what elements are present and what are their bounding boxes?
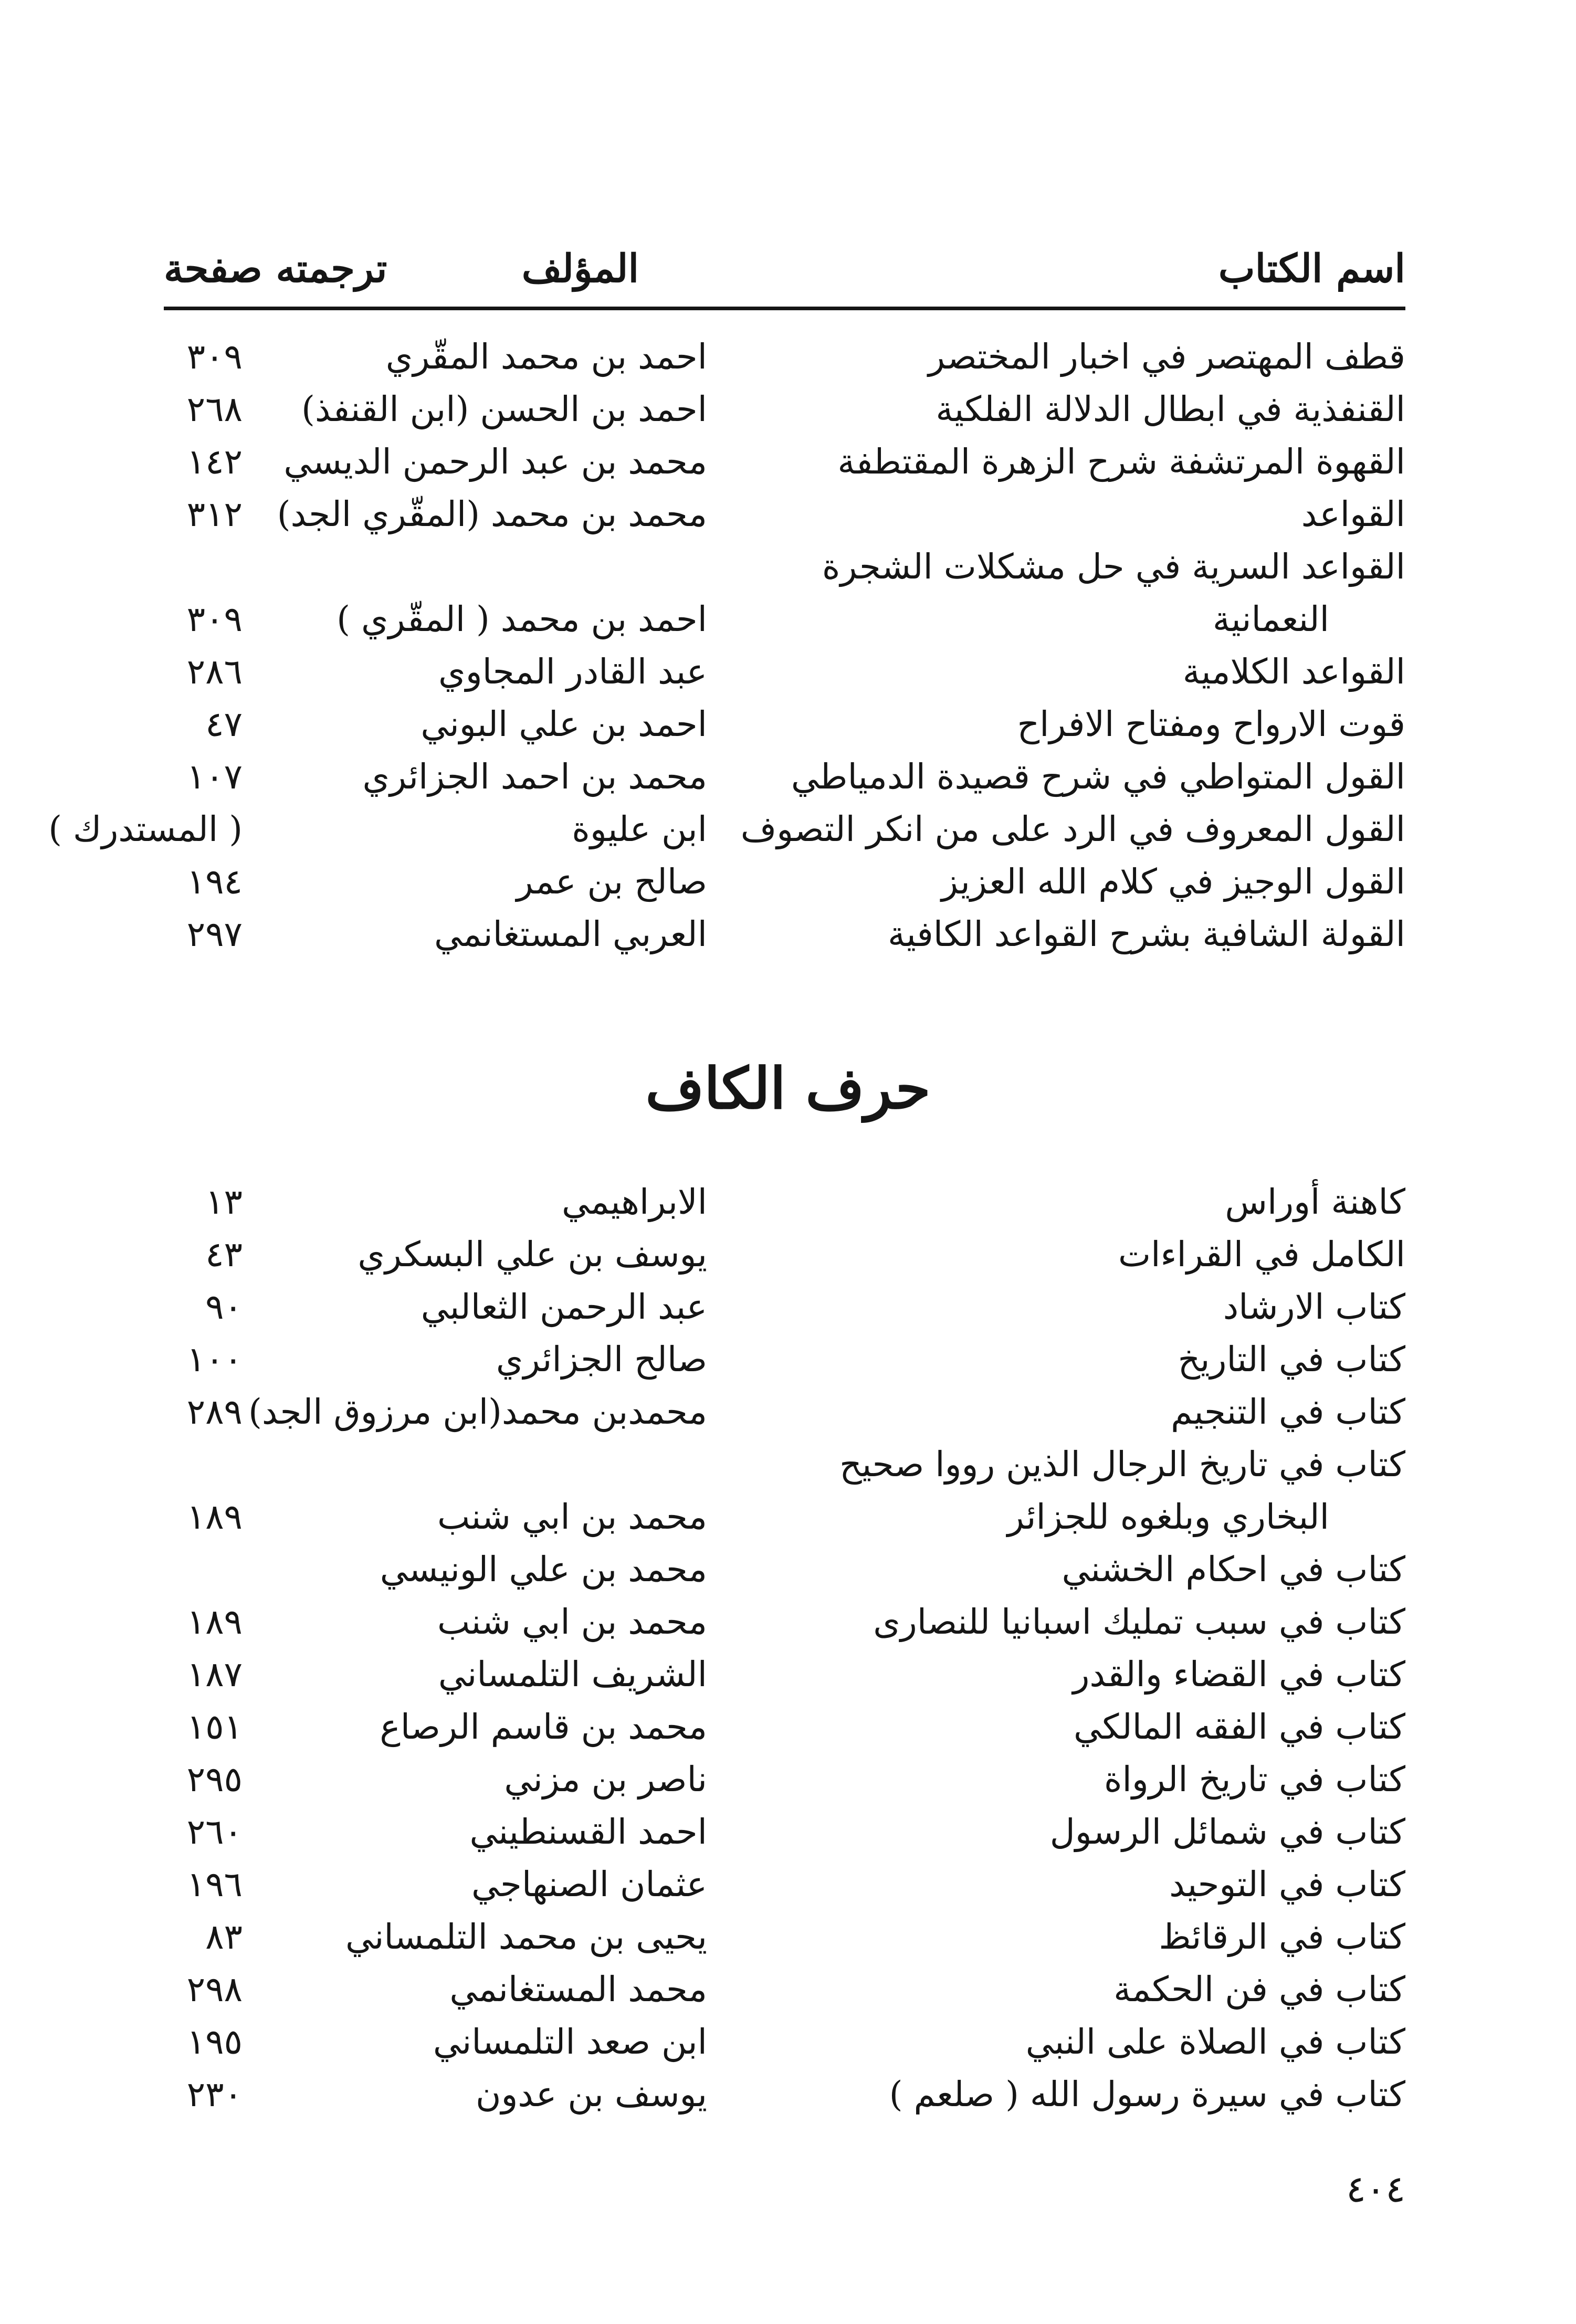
book-title: القواعد الكلامية <box>1182 651 1405 692</box>
book-author: محمد بن محمد (المقّري الجد) <box>277 494 707 534</box>
book-title: القول الوجيز في كلام الله العزيز <box>941 861 1405 902</box>
section-heading: حرف الكاف <box>645 1056 931 1122</box>
table-row <box>0 1701 1576 1753</box>
book-title-continued: البخاري وبلغوه للجزائر <box>1007 1497 1329 1537</box>
book-title: كتاب في الرقائظ <box>1159 1917 1405 1957</box>
bio-page: ٢٩٨ <box>186 1969 243 2010</box>
table-row <box>0 856 1576 908</box>
bio-page: ١٩٤ <box>186 861 243 902</box>
header-page-column: ترجمته صفحة <box>164 246 387 291</box>
table-row <box>0 2068 1576 2121</box>
table-row <box>0 1596 1576 1648</box>
book-author: محمد بن ابي شنب <box>437 1602 707 1642</box>
book-title: القولة الشافية بشرح القواعد الكافية <box>887 914 1405 954</box>
table-row <box>0 1491 1576 1543</box>
book-title: كتاب في فن الحكمة <box>1113 1969 1405 2010</box>
table-row <box>0 1333 1576 1386</box>
header-title-column: اسم الكتاب <box>1218 246 1405 291</box>
bio-page: ٩٠ <box>205 1287 243 1327</box>
book-author: محمد بن عبد الرحمن الديسي <box>283 441 707 482</box>
book-title: كتاب في سيرة رسول الله ( صلعم ) <box>889 2074 1405 2115</box>
book-author: عبد القادر المجاوي <box>438 651 707 692</box>
book-author: احمد بن محمد ( المقّري ) <box>337 599 707 639</box>
book-title: كتاب في احكام الخشني <box>1062 1549 1405 1590</box>
book-author: احمد بن محمد المقّري <box>385 336 707 377</box>
table-row <box>0 1386 1576 1438</box>
page-number: ٤٠٤ <box>1346 2168 1405 2211</box>
book-title: كتاب في الفقه المالكي <box>1074 1707 1405 1747</box>
bio-page: ١٥١ <box>186 1707 243 1747</box>
book-author: يحيى بن محمد التلمساني <box>345 1917 707 1957</box>
book-author: احمد القسنطيني <box>469 1812 707 1852</box>
table-row <box>0 541 1576 593</box>
book-author: محمد بن علي الونيسي <box>380 1549 707 1590</box>
book-title: قوت الارواح ومفتاح الافراح <box>1017 704 1405 744</box>
bio-page: ٢٦٨ <box>186 389 243 429</box>
bio-page: ٤٧ <box>205 704 243 744</box>
bio-page: ٣٠٩ <box>186 599 243 639</box>
table-row <box>0 1858 1576 1911</box>
book-author: محمدبن محمد(ابن مرزوق الجد) <box>248 1392 707 1432</box>
bio-page: ١٠٧ <box>186 756 243 797</box>
bio-page: ٢٨٦ <box>186 651 243 692</box>
bio-page: ٣٠٩ <box>186 336 243 377</box>
bio-page: ١٩٥ <box>186 2022 243 2062</box>
book-title: كتاب في تاريخ الرواة <box>1104 1759 1405 1800</box>
table-row <box>0 593 1576 646</box>
table-row <box>0 1543 1576 1596</box>
book-author: احمد بن علي البوني <box>421 704 707 744</box>
book-author: يوسف بن عدون <box>475 2074 707 2115</box>
book-title: كاهنة أوراس <box>1225 1182 1405 1222</box>
book-title: القنفذية في ابطال الدلالة الفلكية <box>936 389 1405 429</box>
book-author: صالح الجزائري <box>496 1339 707 1380</box>
book-title: كتاب في التاريخ <box>1178 1339 1405 1380</box>
book-title: كتاب في تاريخ الرجال الذين رووا صحيح <box>839 1444 1405 1485</box>
book-title: القهوة المرتشفة شرح الزهرة المقتطفة <box>837 441 1405 482</box>
book-author: صالح بن عمر <box>516 861 707 902</box>
bio-page: ١٠٠ <box>186 1339 243 1380</box>
book-title: كتاب في القضاء والقدر <box>1073 1654 1405 1695</box>
book-title: كتاب في شمائل الرسول <box>1049 1812 1405 1852</box>
book-title: القواعد السرية في حل مشكلات الشجرة <box>822 546 1405 587</box>
bio-page: ١٩٦ <box>186 1864 243 1905</box>
table-row <box>0 1228 1576 1281</box>
bio-page: ١٨٩ <box>186 1602 243 1642</box>
book-author: محمد بن قاسم الرصاع <box>380 1707 707 1747</box>
book-title: كتاب في الصلاة على النبي <box>1025 2022 1405 2062</box>
book-title: كتاب في التنجيم <box>1171 1392 1405 1432</box>
bio-page: ٨٣ <box>205 1917 243 1957</box>
table-row <box>0 1176 1576 1228</box>
table-row <box>0 1911 1576 1963</box>
book-author: عبد الرحمن الثعالبي <box>421 1287 707 1327</box>
header-rule <box>164 307 1405 310</box>
book-author: محمد بن ابي شنب <box>437 1497 707 1537</box>
bio-page: ٢٦٠ <box>186 1812 243 1852</box>
book-author: احمد بن الحسن (ابن القنفذ) <box>301 389 707 429</box>
bio-page: ٤٣ <box>205 1234 243 1275</box>
bio-page: ١٤٢ <box>186 441 243 482</box>
book-author: عثمان الصنهاجي <box>471 1864 707 1905</box>
book-author: يوسف بن علي البسكري <box>358 1234 707 1275</box>
book-title: الكامل في القراءات <box>1118 1234 1405 1275</box>
table-row <box>0 908 1576 961</box>
book-title-continued: النعمانية <box>1212 599 1329 639</box>
table-row <box>0 1963 1576 2016</box>
table-row <box>0 646 1576 698</box>
bio-page: ١٣ <box>205 1182 243 1222</box>
book-title: القواعد <box>1301 494 1405 534</box>
book-author: ابن صعد التلمساني <box>433 2022 707 2062</box>
book-title: القول المتواطي في شرح قصيدة الدمياطي <box>791 756 1405 797</box>
book-author: الابراهيمي <box>562 1182 707 1222</box>
bio-page: ٢٨٩ <box>186 1392 243 1432</box>
bio-page: ١٨٧ <box>186 1654 243 1695</box>
bio-page: ٢٣٠ <box>186 2074 243 2115</box>
table-row <box>0 488 1576 541</box>
table-row <box>0 751 1576 803</box>
book-title: القول المعروف في الرد على من انكر التصوف <box>740 809 1405 849</box>
bio-page: ٣١٢ <box>186 494 243 534</box>
book-author: محمد بن احمد الجزائري <box>362 756 707 797</box>
book-title: قطف المهتصر في اخبار المختصر <box>928 336 1405 377</box>
book-author: ابن عليوة <box>572 809 707 849</box>
book-title: كتاب في سبب تمليك اسبانيا للنصارى <box>873 1602 1405 1642</box>
book-author: ناصر بن مزني <box>504 1759 707 1800</box>
table-row <box>0 1806 1576 1858</box>
table-row <box>0 698 1576 751</box>
table-row <box>0 1281 1576 1333</box>
book-author: الشريف التلمساني <box>438 1654 707 1695</box>
book-title: كتاب في التوحيد <box>1169 1864 1405 1905</box>
table-row <box>0 331 1576 383</box>
table-row <box>0 383 1576 436</box>
table-row <box>0 2016 1576 2068</box>
book-title: كتاب الارشاد <box>1223 1287 1405 1327</box>
bio-page: ١٨٩ <box>186 1497 243 1537</box>
header-author-column: المؤلف <box>521 246 639 291</box>
bio-page: ( المستدرك ) <box>48 809 243 849</box>
book-author: العربي المستغانمي <box>434 914 707 954</box>
bio-page: ٢٩٧ <box>186 914 243 954</box>
table-row <box>0 1648 1576 1701</box>
book-author: محمد المستغانمي <box>449 1969 707 2010</box>
table-row <box>0 1438 1576 1491</box>
table-row <box>0 436 1576 488</box>
table-row <box>0 803 1576 856</box>
table-row <box>0 1753 1576 1806</box>
bio-page: ٢٩٥ <box>186 1759 243 1800</box>
